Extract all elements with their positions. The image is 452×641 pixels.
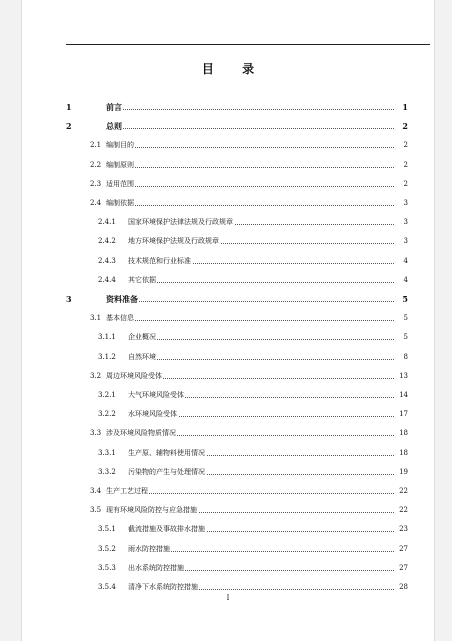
toc-entry[interactable] bbox=[22, 216, 434, 228]
toc-leader-dots bbox=[128, 359, 394, 360]
toc-entry-number: 3.3.1 bbox=[98, 448, 116, 457]
toc-entry-page: 2 bbox=[403, 179, 408, 188]
toc-entry-number: 3.1 bbox=[90, 314, 102, 323]
toc-entry-page: 2 bbox=[402, 121, 408, 132]
toc-entry-number: 2.3 bbox=[90, 179, 102, 188]
toc-entry[interactable] bbox=[22, 235, 434, 247]
toc-entry-number: 3.2.1 bbox=[98, 391, 116, 399]
toc-entry-label: 前言 bbox=[106, 102, 122, 112]
toc-entry-page: 27 bbox=[399, 544, 408, 553]
toc-entry-label: 污染物的产生与处理情况 bbox=[128, 467, 205, 476]
toc-entry-label: 编制原则 bbox=[106, 160, 134, 169]
toc-entry-label: 编制目的 bbox=[106, 141, 134, 150]
toc-entry-number: 3.5.1 bbox=[98, 525, 116, 534]
toc-entry[interactable] bbox=[22, 178, 434, 190]
toc-entry[interactable] bbox=[22, 523, 434, 535]
toc-entry-label: 基本信息 bbox=[106, 314, 134, 323]
toc-entry[interactable] bbox=[22, 543, 434, 555]
toc-leader-dots bbox=[106, 128, 394, 129]
document-page bbox=[22, 0, 434, 641]
toc-entry-label: 企业概况 bbox=[128, 333, 156, 342]
toc-entry-page: 22 bbox=[399, 487, 408, 495]
toc-entry-label: 周边环境风险受体 bbox=[106, 371, 162, 380]
toc-entry-number: 3.2 bbox=[90, 371, 102, 380]
toc-entry-number: 2.4.1 bbox=[98, 218, 116, 227]
toc-entry-label: 清净下水系统防控措施 bbox=[128, 583, 198, 591]
header-rule bbox=[66, 44, 430, 45]
toc-entry-label: 生产工艺过程 bbox=[106, 487, 148, 495]
toc-entry[interactable] bbox=[22, 389, 434, 401]
toc-entry-page: 18 bbox=[399, 429, 408, 438]
toc-entry-number: 3.1.1 bbox=[98, 333, 116, 342]
toc-entry-page: 3 bbox=[403, 218, 408, 227]
toc-entry-label: 自然环境 bbox=[128, 352, 156, 361]
toc-entry[interactable] bbox=[22, 293, 434, 305]
toc-leader-dots bbox=[106, 301, 394, 302]
toc-entry[interactable] bbox=[22, 197, 434, 209]
toc-entry-label: 其它依据 bbox=[128, 275, 156, 284]
toc-entry-number: 3.5.4 bbox=[98, 583, 116, 591]
toc-entry-page: 23 bbox=[399, 525, 408, 534]
toc-entry-page: 27 bbox=[399, 563, 408, 572]
toc-entry-page: 3 bbox=[403, 199, 408, 207]
toc-entry-label: 技术规范和行业标准 bbox=[128, 256, 191, 265]
toc-entry[interactable] bbox=[22, 485, 434, 497]
toc-entry-page: 13 bbox=[399, 371, 408, 380]
page-number: I bbox=[226, 594, 230, 602]
toc-entry[interactable] bbox=[22, 120, 434, 132]
toc-entry-label: 国家环境保护法律法规及行政规章 bbox=[128, 218, 233, 227]
toc-entry[interactable] bbox=[22, 139, 434, 151]
toc-entry[interactable] bbox=[22, 447, 434, 459]
toc-entry-label: 现有环境风险防控与应急措施 bbox=[106, 506, 197, 515]
toc-entry[interactable] bbox=[22, 427, 434, 439]
toc-entry-label: 涉及环境风险物质情况 bbox=[106, 429, 176, 438]
toc-entry[interactable] bbox=[22, 274, 434, 286]
toc-entry-page: 2 bbox=[403, 160, 408, 169]
toc-entry-label: 地方环境保护法规及行政规章 bbox=[128, 237, 219, 246]
toc-entry[interactable] bbox=[22, 101, 434, 113]
toc-entry-number: 2 bbox=[66, 121, 72, 132]
toc-entry-page: 14 bbox=[399, 391, 408, 399]
toc-entry[interactable] bbox=[22, 408, 434, 420]
toc-entry-page: 18 bbox=[399, 448, 408, 457]
toc-entry-page: 28 bbox=[399, 583, 408, 591]
toc-entry-page: 1 bbox=[402, 102, 408, 112]
toc-entry-number: 2.4.3 bbox=[98, 256, 116, 265]
toc-entry-page: 4 bbox=[403, 256, 408, 265]
toc-leader-dots bbox=[106, 147, 394, 148]
toc-entry-label: 截流措施及事故排水措施 bbox=[128, 525, 205, 534]
toc-entry-page: 4 bbox=[403, 275, 408, 284]
toc-entry[interactable] bbox=[22, 581, 434, 593]
toc-entry-page: 17 bbox=[399, 410, 408, 419]
toc-leader-dots bbox=[106, 109, 394, 110]
toc-entry-number: 3.3.2 bbox=[98, 467, 116, 476]
toc-entry-label: 水环境风险受体 bbox=[128, 410, 177, 419]
toc-leader-dots bbox=[128, 339, 394, 340]
toc-leader-dots bbox=[106, 320, 394, 321]
toc-leader-dots bbox=[106, 167, 394, 168]
toc-entry-label: 雨水防控措施 bbox=[128, 544, 170, 553]
toc-entry-page: 22 bbox=[399, 506, 408, 515]
toc-entry-number: 3.3 bbox=[90, 429, 102, 438]
toc-entry[interactable] bbox=[22, 255, 434, 267]
toc-entry-number: 2.4.2 bbox=[98, 237, 116, 246]
toc-entry-number: 1 bbox=[66, 102, 72, 112]
toc-entry-page: 5 bbox=[402, 294, 408, 304]
toc-leader-dots bbox=[128, 282, 394, 283]
toc-entry[interactable] bbox=[22, 504, 434, 516]
toc-entry-label: 出水系统防控措施 bbox=[128, 563, 184, 572]
toc-entry-number: 3.5.2 bbox=[98, 544, 116, 553]
toc-entry-label: 适用范围 bbox=[106, 179, 134, 188]
toc-entry-number: 3.5.3 bbox=[98, 563, 116, 572]
toc-entry[interactable] bbox=[22, 370, 434, 382]
toc-entry-number: 3.4 bbox=[90, 487, 102, 495]
toc-entry[interactable] bbox=[22, 466, 434, 478]
toc-entry-page: 5 bbox=[403, 314, 408, 323]
toc-entry[interactable] bbox=[22, 331, 434, 343]
toc-entry-number: 2.2 bbox=[90, 160, 102, 169]
toc-entry-label: 资料准备 bbox=[106, 294, 138, 304]
toc-entry[interactable] bbox=[22, 351, 434, 363]
toc-leader-dots bbox=[106, 205, 394, 206]
toc-entry-number: 2.4.4 bbox=[98, 275, 116, 284]
toc-entry-number: 2.1 bbox=[90, 141, 102, 150]
toc-entry-page: 5 bbox=[403, 333, 408, 342]
toc-entry-number: 3.5 bbox=[90, 506, 102, 515]
toc-entry-page: 3 bbox=[403, 237, 408, 246]
toc-entry-label: 大气环境风险受体 bbox=[128, 391, 184, 399]
toc-entry-number: 3 bbox=[66, 294, 72, 304]
toc-entry-page: 2 bbox=[403, 141, 408, 150]
toc-entry-number: 3.1.2 bbox=[98, 352, 116, 361]
toc-entry[interactable] bbox=[22, 312, 434, 324]
toc-leader-dots bbox=[106, 493, 394, 494]
toc-entry-label: 生产原、辅物料使用情况 bbox=[128, 448, 205, 457]
toc-entry[interactable] bbox=[22, 159, 434, 171]
toc-entry-number: 2.4 bbox=[90, 199, 102, 207]
toc-entry-number: 3.2.2 bbox=[98, 410, 116, 419]
toc-title: 目 录 bbox=[201, 62, 267, 76]
toc-leader-dots bbox=[106, 186, 394, 187]
toc-entry-page: 8 bbox=[403, 352, 408, 361]
toc-entry-label: 编制依据 bbox=[106, 199, 134, 207]
toc-entry-label: 总则 bbox=[106, 121, 122, 132]
toc-entry[interactable] bbox=[22, 562, 434, 574]
toc-entry-page: 19 bbox=[399, 467, 408, 476]
